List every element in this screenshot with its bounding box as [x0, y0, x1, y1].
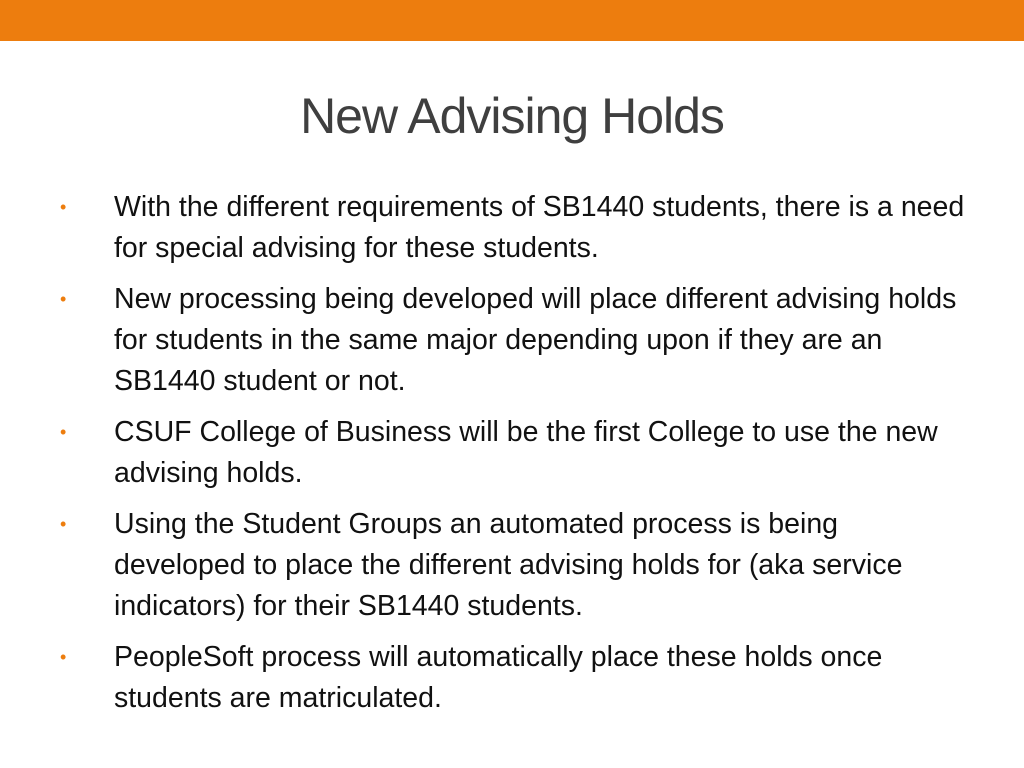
bullet-dot-icon: •	[60, 197, 67, 217]
slide-title: New Advising Holds	[300, 88, 724, 144]
bullet-item	[60, 637, 970, 719]
bullet-item	[60, 412, 970, 494]
bullet-text: CSUF College of Business will be the first College to use the new advising holds.	[114, 416, 938, 489]
bullet-item	[60, 504, 970, 627]
bullet-text: With the different requirements of SB1440 students, there is a need for special advising for these students.	[114, 191, 965, 264]
bullet-text: Using the Student Groups an automated process is being developed to place the different advising holds for (aka service indicators) for their SB1440 students.	[114, 508, 903, 622]
bullet-dot-icon: •	[60, 647, 67, 667]
bullet-text: New processing being developed will place different advising holds for students in the same major depending upon if they are an SB1440 student or not.	[114, 283, 957, 397]
bullet-item	[60, 279, 970, 402]
bullet-list	[60, 187, 970, 729]
bullet-dot-icon: •	[60, 514, 67, 534]
bullet-dot-icon: •	[60, 289, 67, 309]
bullet-text: PeopleSoft process will automatically place these holds once students are matriculated.	[114, 641, 883, 714]
bullet-item	[60, 187, 970, 269]
bullet-dot-icon: •	[60, 422, 67, 442]
top-accent-bar	[0, 0, 1024, 41]
